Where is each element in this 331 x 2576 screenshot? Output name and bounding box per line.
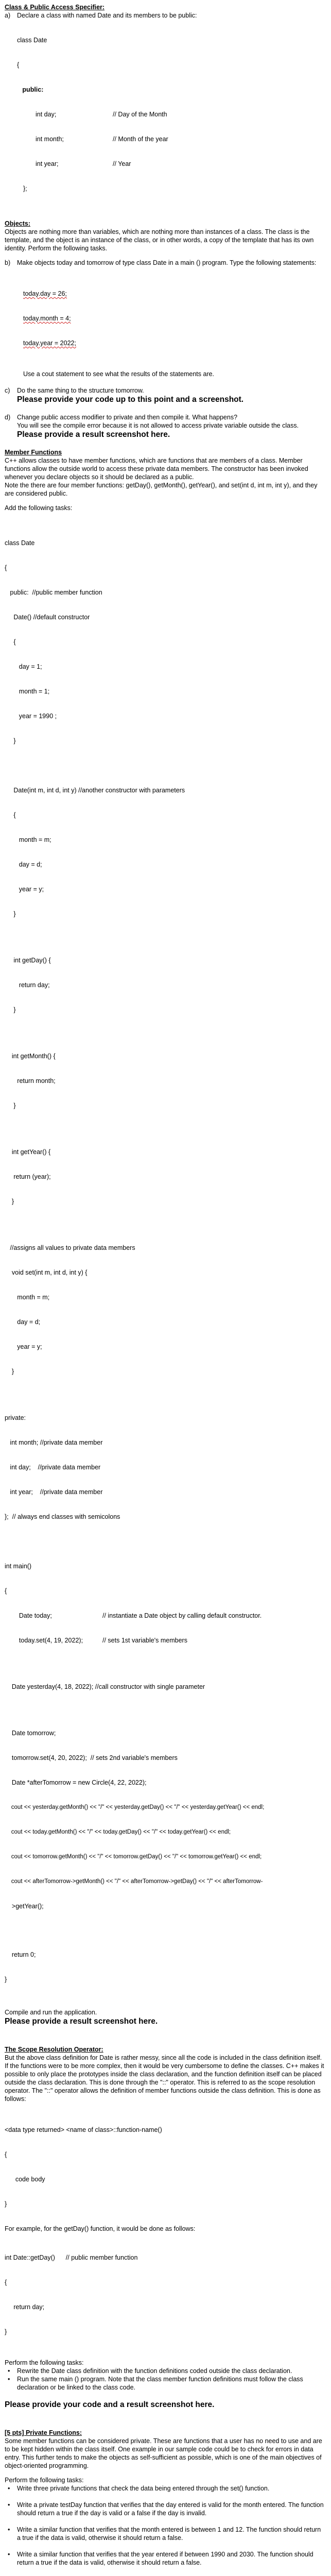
section-heading-member-functions: Member Functions — [5, 449, 62, 456]
scope-bullet: • Rewrite the Date class definition with the function definitions coded outside the class declaration. — [8, 2367, 292, 2375]
scope-paragraph: But the above class definition for Date is rather messy, since all the code is included in the class definition itself. If the functions were to be more complex, then it would be very cumbersome to define the classes. C++ makes it possible to only place the prototypes inside the class declaration, and the function definition itself can be placed outside the class declaration. This is done through the "::" operator. This is referred to as the scope resolution operator. The "::" operator allows the definition of member functions outside the class definition. This is done as follows: — [5, 2054, 324, 2103]
code-main: int main() { Date today; // instantiate a Date object by calling default constructor. today.set(4, 19, 2022); // sets 1st variable's members Date yesterday(4, 18, 2022); //call constructor with single parameter Date tomorrow; tomorrow.set(4, 20, 2022); // sets 2nd variable's members Date *afterTomorrow = new Circle(4, 22, 2022); cout << yesterday.getMonth() << "/" << yesterday.getDay() << "/" << yesterday.getYear() << endl; cout << today.getMonth() << "/" << today.getDay() << "/" << today.getYear() << endl; cout << tomorrow.getMonth() << "/" << tomorrow.getDay() << "/" << tomorrow.getYear() << endl; cout << afterTomorrow->getMonth() << "/" << afterTomorrow->getDay() << "/" << afterTomorrow- >getYear(); return 0; } — [5, 1563, 265, 1983]
member-note: Note the there are four member functions: getDay(), getMonth(), getYear(), and set(int d, int m, int y), and they are considered public. — [5, 482, 318, 497]
code-getday: int Date::getDay() // public member function { return day; } — [5, 2254, 138, 2335]
scope-tasks-intro: Perform the following tasks: — [5, 2359, 84, 2366]
task-b: b) Make objects today and tomorrow of type class Date in a main () program. Type the following statements: — [5, 259, 317, 266]
code-today: today.day = 26; today.month = 4; today.year = 2022; — [23, 290, 76, 347]
section-heading-private: [5 pts] Private Functions: — [5, 2429, 82, 2436]
private-paragraph: Some member functions can be considered private. These are functions that a user has no need to use and are to be kept hidden within the class itself. One example in our sample code could be to check for errors in data entry. This further tends to make the objects as self-sufficient as possible, which is one of the main objectives of object-oriented programming. — [5, 2437, 322, 2469]
private-bullet: • Write a private testDay function that verifies that the day entered is valid for the month entered. The function should return a true if the day is valid or a false if the day is invalid. — [8, 2501, 324, 2517]
code-scope-syntax: <data type returned> <name of class>::function-name() { code body } — [5, 2126, 162, 2208]
objects-paragraph: Objects are nothing more than variables, which are nothing more than instances of a class. The class is the template, and the object is an instance of the class, or in other words, a copy of the template that has its own identity. Perform the following tasks. — [5, 228, 314, 252]
private-bullet: • Write three private functions that check the data being entered through the set() function. — [8, 2485, 270, 2492]
code-member-class: class Date { public: //public member function Date() //default constructor { day = 1; month = 1; year = 1990 ; } Date(int m, int d, int y) //another constructor with parameters { month = m; day = d; year = y; } int getDay() { return day; } int getMonth() { return month; } int getYear() { return (year); } //assigns all values to private data members void set(int m, int d, int y) { month = m; day = d; year = y; } private: int month; //private data member int day; //private data member int year; //private data member }; // always end classes with semicolons — [5, 539, 185, 1520]
scope-bullet: • Run the same main () program. Note that the class member function definitions must follow the class declaration or be linked to the class code. — [8, 2376, 303, 2391]
section-heading-objects: Objects: — [5, 220, 31, 227]
add-tasks: Add the following tasks: — [5, 504, 73, 512]
private-tasks-intro: Perform the following tasks: — [5, 2477, 84, 2484]
screenshot-request-2: Please provide your code and a result screenshot here. — [5, 2400, 215, 2409]
private-bullet: • Write a similar function that verifies that the month entered is between 1 and 12. The function should return a true if the data is valid, otherwise it should return a false. — [8, 2526, 321, 2541]
private-bullet — [5, 2575, 326, 2576]
task-a: a) Declare a class with named Date and its members to be public: — [5, 12, 197, 19]
private-bullet: • Write a similar function that verifies that the year entered if between 1990 and 2030. The function should return a true if the data is valid, otherwise it should return a false. — [8, 2551, 313, 2566]
code-class-date: class Date { public: int day; // Day of the Month int month; // Month of the year int year; // Year }; — [17, 37, 168, 192]
screenshot-request-1: Please provide a result screenshot here. — [5, 2017, 158, 2026]
compile-instruction: Compile and run the application. — [5, 2009, 97, 2016]
member-paragraph: C++ allows classes to have member functions, which are functions that are members of a class. Member functions allow the outside world to access these private data members. The constructor has been invoked whenever you declare objects so it should be declared as a public. — [5, 457, 308, 481]
scope-example: For example, for the getDay() function, it would be done as follows: — [5, 2225, 196, 2232]
section-heading-class-public: Class & Public Access Specifier: — [5, 4, 105, 11]
task-d: d) Change public access modifier to private and then compile it. What happens? You will see the compile error because it is not allowed to access private variable outside the class. Please provide a result screenshot here. — [5, 414, 299, 439]
section-heading-scope: The Scope Resolution Operator: — [5, 2046, 103, 2053]
task-c: c) Do the same thing to the structure tomorrow. Please provide your code up to this point and a screenshot. — [5, 387, 244, 404]
cout-instruction: Use a cout statement to see what the results of the statements are. — [23, 370, 215, 378]
